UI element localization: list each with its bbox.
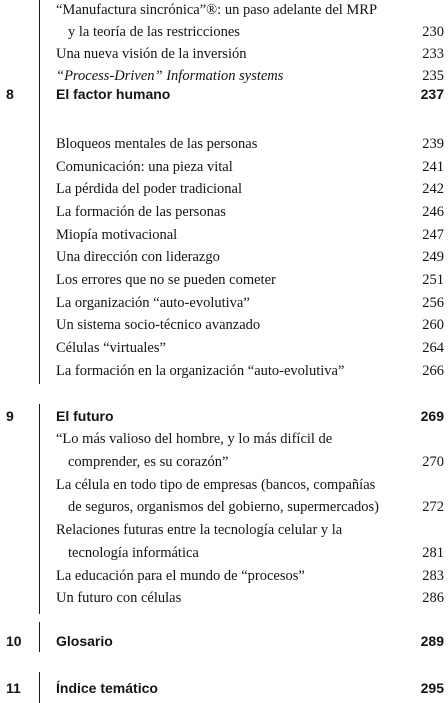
- toc-entry: [56, 361, 448, 381]
- toc-entry: [56, 293, 448, 313]
- toc-page-number: 239: [422, 136, 444, 152]
- toc-page-number: 256: [422, 295, 444, 311]
- toc-page-number: 246: [422, 204, 444, 220]
- chapter-title: El factor humano: [56, 86, 171, 102]
- toc-entry: [56, 475, 448, 495]
- toc-entry: [56, 0, 448, 20]
- toc-entry: [56, 157, 448, 177]
- toc-page-number: 270: [422, 454, 444, 470]
- toc-entry-title: Células “virtuales”: [56, 340, 166, 356]
- toc-page-number: 283: [422, 568, 444, 584]
- toc-entry-title-continuation: comprender, es su corazón”: [68, 454, 229, 470]
- toc-entry-title: Una nueva visión de la inversión: [56, 46, 247, 62]
- chapter-number: 9: [6, 408, 14, 424]
- toc-entry: [56, 429, 448, 449]
- toc-entry: [56, 588, 448, 608]
- toc-entry-title-continuation: tecnología informática: [68, 545, 199, 561]
- toc-entry: [56, 520, 448, 540]
- toc-entry: [56, 202, 448, 222]
- toc-entry-title: La formación en la organización “auto-evolutiva”: [56, 363, 345, 379]
- chapter-heading: [0, 677, 448, 699]
- toc-entry-title: “Lo más valioso del hombre, y lo más difícil de: [56, 431, 333, 447]
- toc-entry: [56, 44, 448, 64]
- chapter-title: Glosario: [56, 633, 113, 649]
- toc-entry-continuation: [56, 497, 448, 517]
- chapter-heading: [0, 83, 448, 105]
- chapter-number: 10: [6, 633, 22, 649]
- toc-entry-title: La pérdida del poder tradicional: [56, 181, 243, 197]
- toc-entry-title: Bloqueos mentales de las personas: [56, 136, 258, 152]
- toc-entry-title: Un futuro con células: [56, 590, 182, 606]
- toc-entry-title: La formación de las personas: [56, 204, 226, 220]
- chapter-number: 11: [6, 680, 21, 696]
- toc-entry: [56, 566, 448, 586]
- toc-entry: [56, 315, 448, 335]
- chapter-8-rule: [39, 82, 40, 384]
- toc-page-number: 272: [422, 499, 444, 515]
- toc-entry-title: Miopía motivacional: [56, 227, 178, 243]
- chapter-9-rule: [39, 404, 40, 614]
- toc-entry: [56, 179, 448, 199]
- chapter-title: Índice temático: [56, 680, 158, 696]
- toc-page-number: 241: [422, 159, 444, 175]
- chapter-heading: [0, 630, 448, 652]
- toc-entry-title: La organización “auto-evolutiva”: [56, 295, 250, 311]
- toc-entry: [56, 247, 448, 267]
- toc-entry: [56, 225, 448, 245]
- toc-entry-title: La célula en todo tipo de empresas (bancos, compañías: [56, 477, 376, 493]
- chapter-heading: [0, 405, 448, 427]
- toc-page-number: 242: [422, 181, 444, 197]
- chapter-page-number: 289: [420, 633, 444, 649]
- toc-entry-continuation: [56, 22, 448, 42]
- toc-page-number: 235: [422, 68, 444, 84]
- chapter-page-number: 295: [420, 680, 444, 696]
- toc-entry-title: “Manufactura sincrónica”®: un paso adelante del MRP: [56, 2, 378, 18]
- toc-page-number: 247: [422, 227, 444, 243]
- toc-entry-title-continuation: y la teoría de las restricciones: [68, 24, 240, 40]
- toc-page-number: 266: [422, 363, 444, 379]
- toc-page-number: 249: [422, 249, 444, 265]
- toc-entry-title: Comunicación: una pieza vital: [56, 159, 233, 175]
- toc-page-number: 230: [422, 24, 444, 40]
- chapter-number: 8: [6, 86, 14, 102]
- toc-entry-title: Los errores que no se pueden cometer: [56, 272, 276, 288]
- toc-page-number: 264: [422, 340, 444, 356]
- toc-page-number: 251: [422, 272, 444, 288]
- toc-entry: [56, 270, 448, 290]
- toc-entry-title: “Process-Driven” Information systems: [56, 68, 284, 84]
- toc-page-number: 233: [422, 46, 444, 62]
- toc-entry-title: Una dirección con liderazgo: [56, 249, 220, 265]
- toc-entry-title: Un sistema socio-técnico avanzado: [56, 317, 261, 333]
- chapter-page-number: 269: [420, 408, 444, 424]
- toc-entry-title: Relaciones futuras entre la tecnología celular y la: [56, 522, 343, 538]
- toc-entry-continuation: [56, 452, 448, 472]
- toc-entry: [56, 338, 448, 358]
- toc-entry-title: La educación para el mundo de “procesos”: [56, 568, 305, 584]
- chapter-title: El futuro: [56, 408, 114, 424]
- toc-page-number: 286: [422, 590, 444, 606]
- toc-page-number: 260: [422, 317, 444, 333]
- toc-entry: [56, 134, 448, 154]
- toc-entry-title-continuation: de seguros, organismos del gobierno, supermercados): [68, 499, 380, 515]
- chapter-7-rule: [39, 0, 40, 90]
- toc-page-number: 281: [422, 545, 444, 561]
- toc-entry-continuation: [56, 543, 448, 563]
- chapter-page-number: 237: [420, 86, 444, 102]
